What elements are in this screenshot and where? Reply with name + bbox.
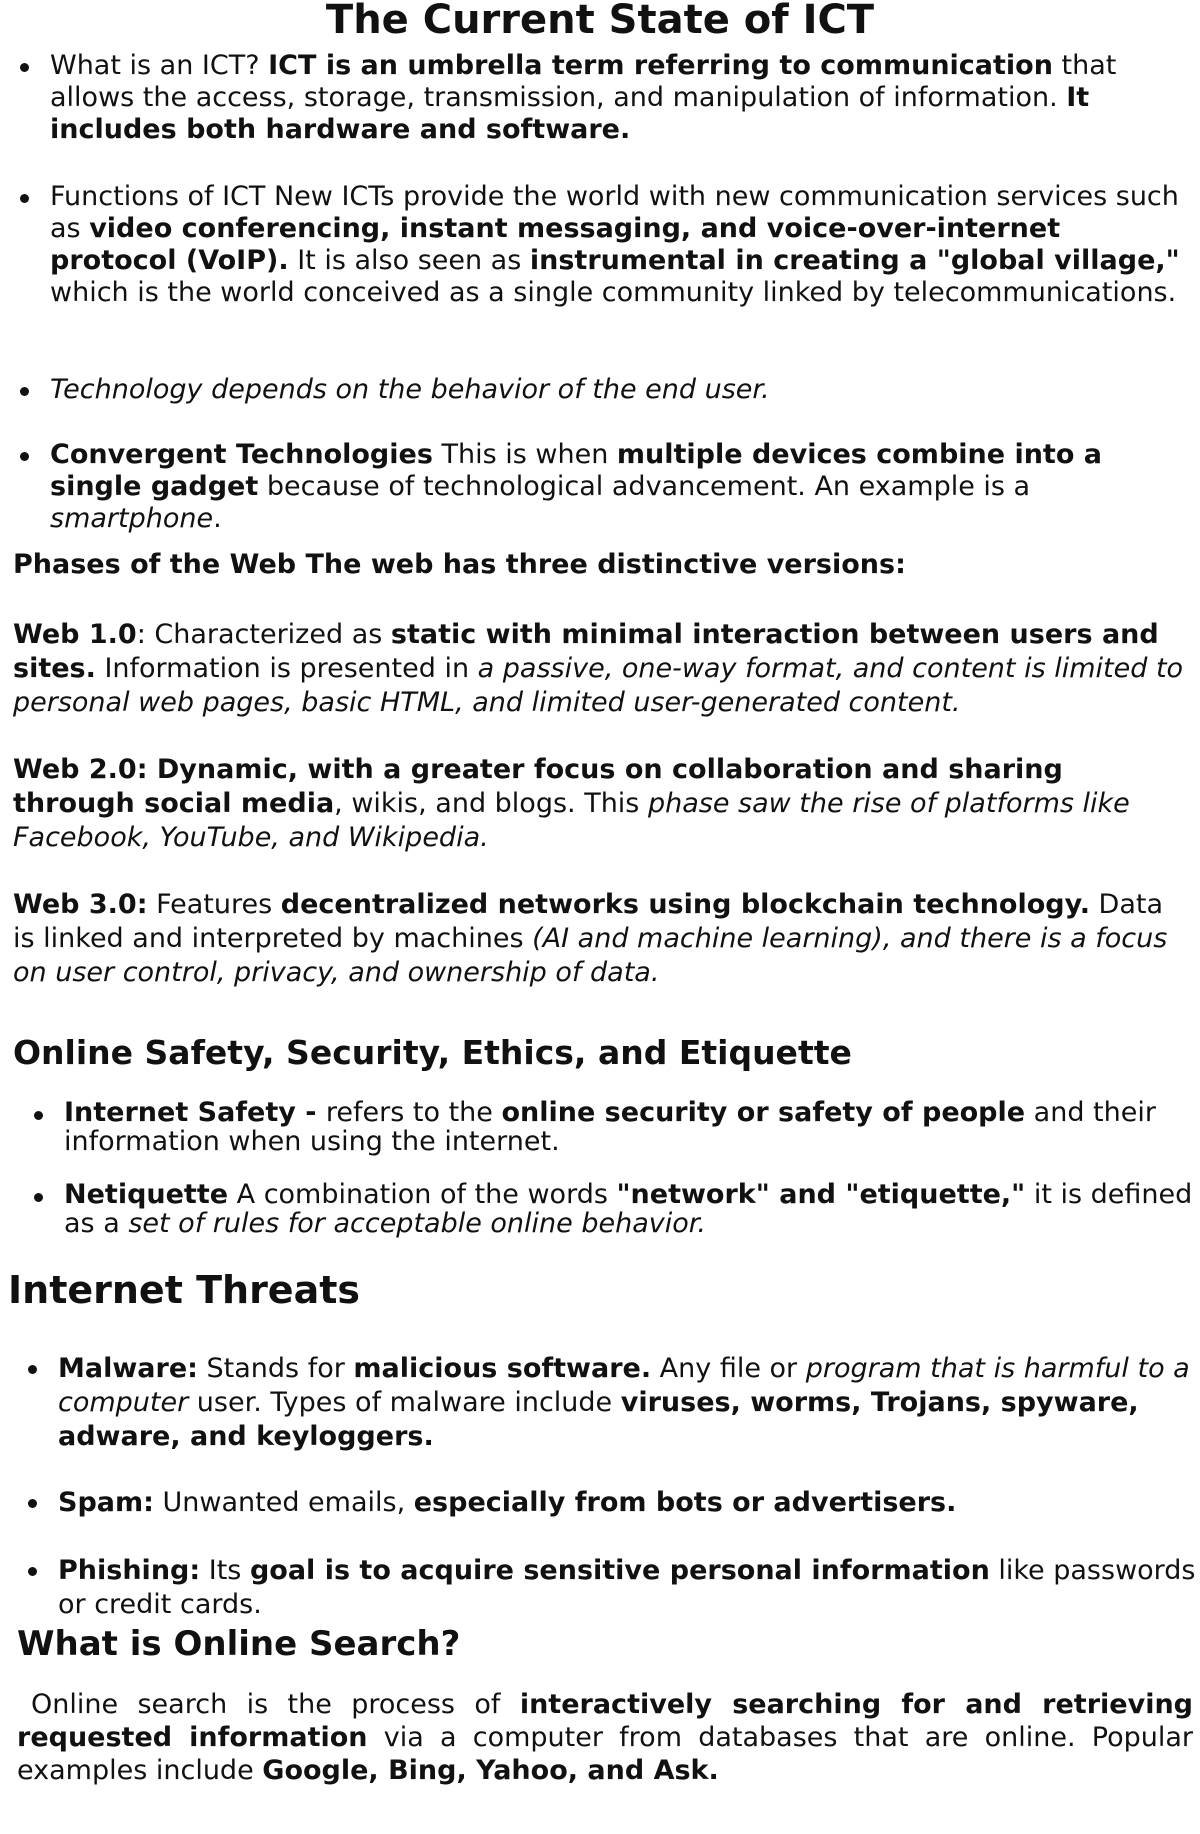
list-item: Internet Safety - refers to the online security or safety of people and their information when using the internet. [14,1098,1194,1156]
page-title: The Current State of ICT [325,0,875,43]
search-heading: What is Online Search? [17,1624,461,1664]
list-item: Netiquette A combination of the words "network" and "etiquette," it is defined as a set of rules for acceptable online behavior. [14,1180,1194,1238]
list-item: Convergent Technologies This is when multiple devices combine into a single gadget because of technological advancement. An example is a smartphone. [0,439,1190,505]
list-item: Functions of ICT New ICTs provide the world with new communication services such as video conferencing, instant messaging, and voice-over-internet protocol (VoIP). It is also seen as instrumental in creating a "global village," which is the world conceived as a single community linked by telecommunications. [0,181,1190,341]
web2-paragraph: Web 2.0: Dynamic, with a greater focus on collaboration and sharing through social media, wikis, and blogs. This phase saw the rise of platforms like Facebook, YouTube, and Wikipedia. [13,754,1130,853]
list-item: Spam: Unwanted emails, especially from bots or advertisers. [8,1486,1196,1520]
list-item: Phishing: Its goal is to acquire sensitive personal information like passwords or credit cards. [8,1554,1196,1622]
safety-bullet-list [14,1098,1194,1238]
list-item: What is an ICT? ICT is an umbrella term referring to communication that allows the access, storage, transmission, and manipulation of information. It includes both hardware and software. [0,50,1190,148]
threats-heading: Internet Threats [8,1268,361,1312]
search-paragraph: Online search is the process of interactively searching for and retrieving requested information via a computer from databases that are online. Popular examples include Google, Bing, Yahoo, and Ask. [17,1689,1193,1786]
list-item: Malware: Stands for malicious software. Any file or program that is harmful to a computer user. Types of malware include viruses, worms, Trojans, spyware, adware, and keyloggers. [8,1352,1196,1454]
safety-heading: Online Safety, Security, Ethics, and Etiquette [13,1033,852,1072]
ict-bullet-list [0,50,1190,534]
web1-paragraph: Web 1.0: Characterized as static with minimal interaction between users and sites. Information is presented in a passive, one-way format, and content is limited to personal web pages, basic HTML, and limited user-generated content. [13,619,1184,718]
list-item: Technology depends on the behavior of the end user. [0,374,1190,406]
threat-bullet-list [8,1352,1196,1622]
phases-heading: Phases of the Web The web has three distinctive versions: [13,549,906,580]
web3-paragraph: Web 3.0: Features decentralized networks using blockchain technology. Data is linked and interpreted by machines (AI and machine learning), and there is a focus on user control, privacy, and ownership of data. [13,889,1168,988]
